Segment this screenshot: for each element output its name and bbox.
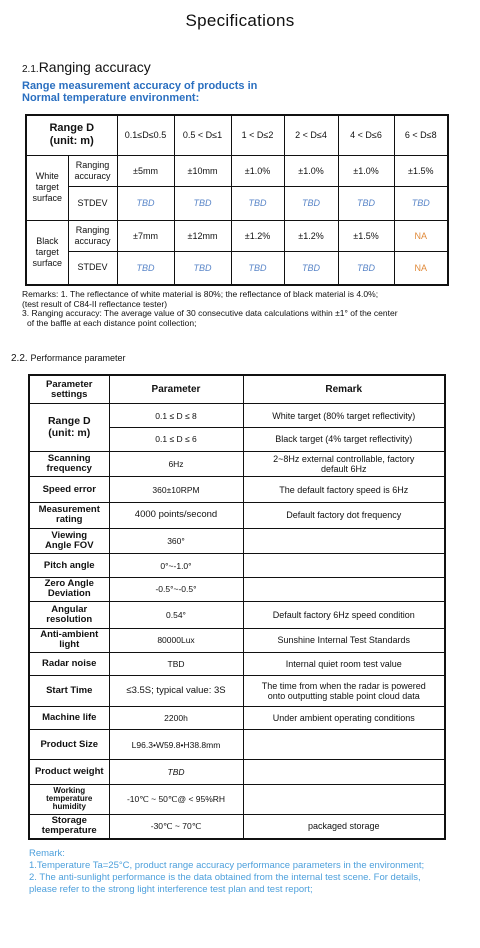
cell-value: TBD — [231, 251, 284, 285]
parameter-value: 0°~-1.0° — [109, 554, 243, 578]
parameter-value: -10℃ ~ 50℃@ < 95%RH — [109, 784, 243, 814]
table-row — [29, 628, 445, 653]
cell-value: TBD — [394, 186, 448, 220]
table-row — [29, 760, 445, 785]
section-number: 2.2. — [11, 353, 28, 364]
page-title: Specifications — [185, 11, 295, 30]
parameter-name: Product weight — [29, 760, 109, 785]
table-row — [29, 653, 445, 676]
parameter-value: TBD — [109, 653, 243, 676]
section-2-2-heading — [11, 353, 126, 364]
parameter-remark — [243, 554, 445, 578]
cell-value: ±1.5% — [338, 220, 394, 251]
ranging-remarks — [22, 290, 472, 328]
performance-parameter-table — [28, 374, 446, 840]
table-row — [29, 675, 445, 706]
column-header: 2 < D≤4 — [284, 115, 338, 155]
table-row — [29, 451, 445, 477]
parameter-remark — [243, 784, 445, 814]
range-d-header: Range D (unit: m) — [26, 115, 117, 155]
table-row — [29, 730, 445, 760]
table-row — [29, 578, 445, 602]
parameter-name: Zero Angle Deviation — [29, 578, 109, 602]
cell-value: ±5mm — [117, 155, 174, 186]
parameter-value: L96.3•W59.8•H38.8mm — [109, 730, 243, 760]
parameter-value: -30℃ ~ 70℃ — [109, 814, 243, 839]
parameter-value: 2200h — [109, 706, 243, 730]
parameter-remark: Black target (4% target reflectivity) — [243, 427, 445, 451]
row-label: Ranging accuracy — [68, 220, 117, 251]
parameter-value: 360° — [109, 528, 243, 554]
cell-value: TBD — [174, 186, 231, 220]
section-title: Ranging accuracy — [38, 59, 151, 75]
parameter-remark — [243, 730, 445, 760]
table-row — [29, 503, 445, 529]
section-number: 2.1. — [22, 64, 39, 75]
parameter-name: Range D (unit: m) — [29, 404, 109, 451]
parameter-value: 6Hz — [109, 451, 243, 477]
header-row — [29, 375, 445, 404]
cell-value: ±12mm — [174, 220, 231, 251]
table-row — [29, 706, 445, 730]
table-row — [29, 814, 445, 839]
cell-value: ±7mm — [117, 220, 174, 251]
parameter-value: 80000Lux — [109, 628, 243, 653]
cell-value: ±1.5% — [394, 155, 448, 186]
cell-value: ±1.2% — [231, 220, 284, 251]
table-row — [26, 251, 448, 285]
parameter-remark: Sunshine Internal Test Standards — [243, 628, 445, 653]
parameter-remark: The default factory speed is 6Hz — [243, 477, 445, 503]
parameter-name: Working temperature humidity — [29, 784, 109, 814]
remark-line: (test result of C84-II reflectance tester) — [22, 298, 168, 309]
parameter-remark: White target (80% target reflectivity) — [243, 404, 445, 428]
parameter-remark: Default factory dot frequency — [243, 503, 445, 529]
parameter-remark: 2~8Hz external controllable, factory default 6Hz — [243, 451, 445, 477]
remark-line: Remarks: 1. The reflectance of white material is 80%; the reflectance of black material is 4.0%; — [22, 289, 379, 299]
cell-value: ±10mm — [174, 155, 231, 186]
footer-remark — [29, 848, 469, 896]
row-label: STDEV — [68, 251, 117, 285]
table-row — [26, 220, 448, 251]
cell-value: TBD — [284, 251, 338, 285]
table-row — [29, 528, 445, 554]
remark-line: of the baffle at each distance point collection; — [27, 317, 197, 328]
parameter-name: Storage temperature — [29, 814, 109, 839]
section-2-1-heading — [22, 59, 151, 75]
parameter-name: Viewing Angle FOV — [29, 528, 109, 554]
remark-line: 3. Ranging accuracy: The average value of 30 consecutive data calculations within ±1° of the center — [22, 308, 398, 318]
parameter-remark: Default factory 6Hz speed condition — [243, 601, 445, 628]
parameter-name: Start Time — [29, 675, 109, 706]
cell-value: ±1.0% — [284, 155, 338, 186]
ranging-accuracy-table — [25, 114, 449, 286]
column-header: Parameter — [109, 375, 243, 404]
cell-value: TBD — [231, 186, 284, 220]
target-surface-label: Black target surface — [26, 220, 68, 285]
parameter-remark — [243, 528, 445, 554]
parameter-name: Speed error — [29, 477, 109, 503]
column-header: Remark — [243, 375, 445, 404]
column-header: 6 < D≤8 — [394, 115, 448, 155]
cell-value: TBD — [117, 186, 174, 220]
parameter-value: -0.5°~-0.5° — [109, 578, 243, 602]
table-row — [29, 601, 445, 628]
cell-value: ±1.0% — [338, 155, 394, 186]
table-row — [29, 477, 445, 503]
parameter-name: Angular resolution — [29, 601, 109, 628]
remark-line: 1.Temperature Ta=25°C, product range accuracy performance parameters in the environment; — [29, 860, 425, 871]
cell-value: TBD — [338, 251, 394, 285]
row-label: Ranging accuracy — [68, 155, 117, 186]
table-row — [26, 155, 448, 186]
cell-value: ±1.0% — [231, 155, 284, 186]
parameter-name: Radar noise — [29, 653, 109, 676]
cell-value: NA — [394, 220, 448, 251]
header-row — [26, 115, 448, 155]
parameter-value: 0.1 ≤ D ≤ 6 — [109, 427, 243, 451]
column-header: 1 < D≤2 — [231, 115, 284, 155]
cell-value: TBD — [338, 186, 394, 220]
parameter-name: Scanning frequency — [29, 451, 109, 477]
table-row — [29, 554, 445, 578]
row-label: STDEV — [68, 186, 117, 220]
parameter-name: Measurement rating — [29, 503, 109, 529]
remark-line: 2. The anti-sunlight performance is the data obtained from the internal test scene. For details, — [29, 872, 421, 883]
subtitle-line: Normal temperature environment: — [22, 92, 200, 104]
parameter-name: Machine life — [29, 706, 109, 730]
table-row — [29, 784, 445, 814]
subtitle-line: Range measurement accuracy of products in — [22, 80, 258, 92]
parameter-value: ≤3.5S; typical value: 3S — [109, 675, 243, 706]
remark-line: Remark: — [29, 848, 65, 859]
parameter-remark: Under ambient operating conditions — [243, 706, 445, 730]
section-title: Performance parameter — [30, 353, 126, 363]
column-header: 0.5 < D≤1 — [174, 115, 231, 155]
parameter-remark: packaged storage — [243, 814, 445, 839]
cell-value: TBD — [174, 251, 231, 285]
cell-value: NA — [394, 251, 448, 285]
parameter-value: 0.54° — [109, 601, 243, 628]
parameter-value: 4000 points/second — [109, 503, 243, 529]
parameter-name: Product Size — [29, 730, 109, 760]
cell-value: TBD — [117, 251, 174, 285]
cell-value: TBD — [284, 186, 338, 220]
parameter-remark: Internal quiet room test value — [243, 653, 445, 676]
table-row — [26, 186, 448, 220]
remark-line: please refer to the strong light interference test plan and test report; — [29, 884, 313, 895]
table-row — [29, 404, 445, 428]
parameter-remark — [243, 760, 445, 785]
parameter-name: Anti-ambient light — [29, 628, 109, 653]
parameter-remark — [243, 578, 445, 602]
parameter-name: Pitch angle — [29, 554, 109, 578]
column-header: 0.1≤D≤0.5 — [117, 115, 174, 155]
target-surface-label: White target surface — [26, 155, 68, 220]
cell-value: ±1.2% — [284, 220, 338, 251]
parameter-value: TBD — [109, 760, 243, 785]
parameter-value: 360±10RPM — [109, 477, 243, 503]
parameter-remark: The time from when the radar is powered onto outputting stable point cloud data — [243, 675, 445, 706]
section-2-1-subtitle — [22, 80, 257, 104]
column-header: Parameter settings — [29, 375, 109, 404]
parameter-value: 0.1 ≤ D ≤ 8 — [109, 404, 243, 428]
column-header: 4 < D≤6 — [338, 115, 394, 155]
